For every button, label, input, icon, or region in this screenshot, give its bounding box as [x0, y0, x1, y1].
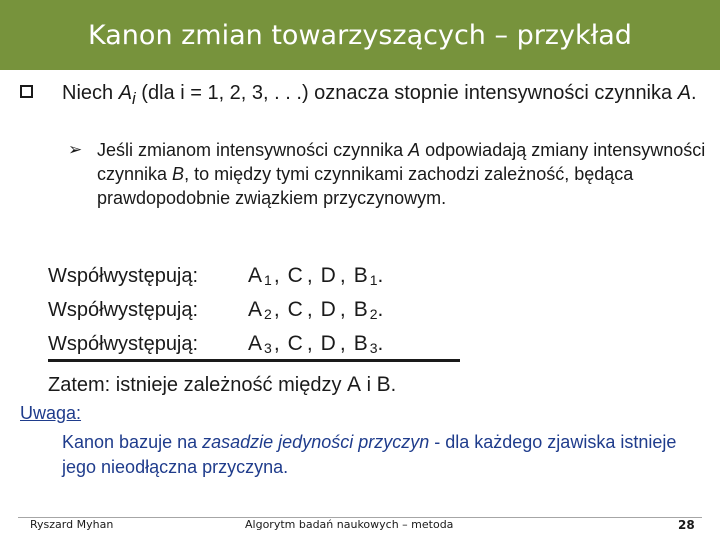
conclusion-text: Zatem: istnieje zależność między A i B.: [48, 373, 397, 396]
bullet-2-text: Jeśli zmianom intensywności czynnika A odpowiadają zmiany intensywności czynnika B, to między tymi czynnikami zachodzi zależność, będąca prawdopodobnie związkiem przyczynowym.: [97, 140, 706, 208]
note-body: Kanon bazuje na zasadzie jedyności przyczyn - dla każdego zjawiska istnieje jego nieodłączna przyczyna.: [62, 432, 677, 477]
cooccurrence-row-1: Współwystępują: $A_1$, C, D, $B_1$.: [48, 262, 385, 290]
arrow-bullet-icon: ➢: [68, 140, 83, 159]
factor-sequence: $A_1$, C, D, $B_1$.: [248, 264, 386, 288]
cooccurrence-row-2: Współwystępują: $A_2$, C, D, $B_2$.: [48, 296, 385, 324]
bullet-1-text: Niech $A_i$ (dla i = 1, 2, 3, . . .) oznacza stopnie intensywności czynnika A.: [62, 82, 697, 108]
separator-rule: [48, 359, 460, 362]
factor-sequence: $A_2$, C, D, $B_2$.: [248, 298, 386, 322]
checkbox-bullet-icon: [20, 85, 33, 98]
title-bar: [0, 0, 720, 70]
footer-author: Ryszard Myhan: [30, 518, 114, 531]
bullet-level-2: [68, 138, 708, 210]
page-number: 28: [678, 518, 695, 532]
factor-sequence: $A_3$, C, D, $B_3$.: [248, 332, 386, 356]
note-heading: Uwaga:: [20, 403, 82, 423]
cooccurrence-row-3: Współwystępują: $A_3$, C, D, $B_3$.: [48, 330, 385, 358]
footer-course: Algorytm badań naukowych – metoda: [245, 518, 454, 531]
slide-title: Kanon zmian towarzyszących – przykład: [88, 19, 632, 51]
bullet-level-1: [20, 80, 710, 112]
